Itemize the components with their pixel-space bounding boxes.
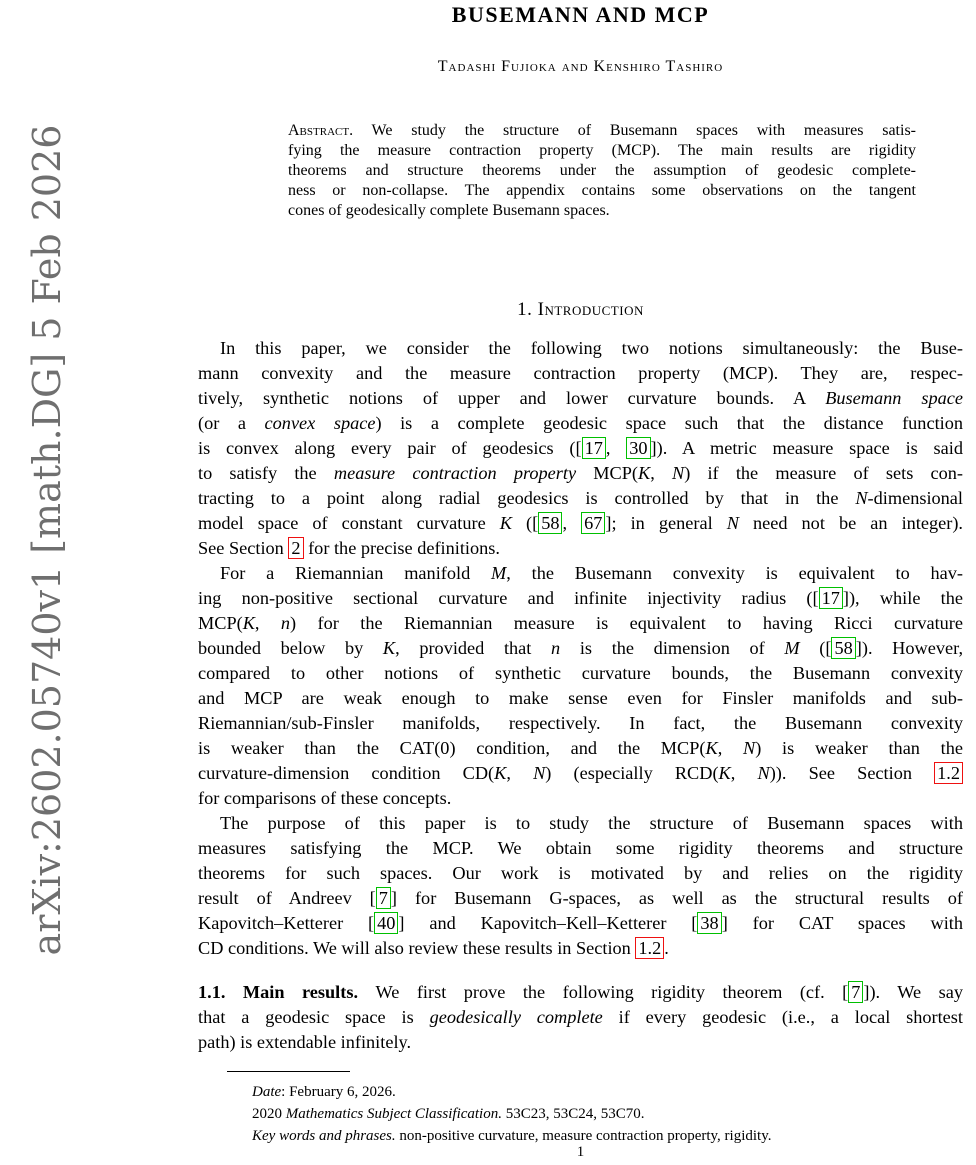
text-line xyxy=(198,736,963,761)
text-run: ness or non-collapse. The appendix contains some observations on the tangent xyxy=(288,182,916,199)
text-line xyxy=(252,1081,963,1103)
text-run: ([ xyxy=(511,513,539,533)
citation-link[interactable]: 7 xyxy=(376,887,391,909)
section-ref-link[interactable]: 1.2 xyxy=(635,937,664,959)
text-line xyxy=(198,636,963,661)
italic-text: K xyxy=(638,463,651,483)
italic-text: N xyxy=(743,738,756,758)
italic-text: K xyxy=(718,763,731,783)
text-run: ]). A metric measure space is said xyxy=(650,438,963,458)
text-line xyxy=(288,161,916,181)
text-line xyxy=(198,511,963,536)
text-run: See Section xyxy=(198,538,289,558)
text-line xyxy=(198,886,963,911)
text-line xyxy=(288,181,916,201)
text-line xyxy=(198,586,963,611)
italic-text: Key words and phrases. xyxy=(252,1128,396,1144)
paragraph-1 xyxy=(198,336,963,561)
italic-text: M xyxy=(491,563,507,583)
text-run: is weaker than the CAT(0) condition, and the MCP( xyxy=(198,738,706,758)
text-run: Kapovitch–Ketterer [ xyxy=(198,913,375,933)
arxiv-stamp: arXiv:2602.05740v1 [math.DG] 5 Feb 2026 xyxy=(25,124,69,956)
text-run: ] and Kapovitch–Kell–Ketterer [ xyxy=(398,913,698,933)
italic-text: Mathematics Subject Classification. xyxy=(285,1106,502,1122)
citation-link[interactable]: 40 xyxy=(374,912,398,934)
text-run: theorems and structure theorems under the assumption of geodesic complete- xyxy=(288,162,916,179)
text-run: to satisfy the xyxy=(198,463,334,483)
text-line xyxy=(288,201,916,221)
text-run: , xyxy=(562,513,582,533)
footnote-rule xyxy=(227,1071,350,1072)
text-run: , xyxy=(717,738,744,758)
paper-content xyxy=(198,0,963,1165)
paragraph-2 xyxy=(198,561,963,811)
italic-text: Date xyxy=(252,1084,282,1100)
citation-link[interactable]: 30 xyxy=(626,437,650,459)
text-run: . xyxy=(664,938,669,958)
paper-authors: Tadashi Fujioka and Kenshiro Tashiro xyxy=(437,58,724,75)
text-line xyxy=(198,336,963,361)
paper-title: BUSEMANN AND MCP xyxy=(451,2,710,27)
text-run: ) is a complete geodesic space such that the distance function xyxy=(375,413,963,433)
text-run: ]). We say xyxy=(863,982,963,1002)
text-run: measures satisfying the MCP. We obtain some rigidity theorems and structure xyxy=(198,838,963,858)
text-run: , xyxy=(730,763,758,783)
text-run: (or a xyxy=(198,413,265,433)
bold-text: 1.1. Main results. xyxy=(198,982,376,1002)
text-line xyxy=(288,121,916,141)
text-run: ] for CAT spaces with xyxy=(721,913,963,933)
text-line xyxy=(198,411,963,436)
text-run: -dimensional xyxy=(867,488,963,508)
text-line xyxy=(198,1030,963,1055)
text-run: ] for Busemann G-spaces, as well as the structural results of xyxy=(390,888,963,908)
italic-text: N xyxy=(855,488,868,508)
text-line xyxy=(198,836,963,861)
text-line xyxy=(198,686,963,711)
italic-text: n xyxy=(280,613,291,633)
text-run: mann convexity and the measure contraction property (MCP). They are, respec- xyxy=(198,363,963,383)
text-run: In this paper, we consider the following two notions simultaneously: the Buse- xyxy=(220,338,963,358)
text-line xyxy=(198,861,963,886)
text-run: non-positive curvature, measure contraction property, rigidity. xyxy=(395,1128,772,1144)
text-run: We study the structure of Busemann spaces with measures satis- xyxy=(353,122,916,139)
text-run: fying the measure contraction property (MCP). The main results are rigidity xyxy=(288,142,916,159)
text-run: curvature-dimension condition CD( xyxy=(198,763,495,783)
text-run: 53C23, 53C24, 53C70. xyxy=(501,1106,645,1122)
text-run: for comparisons of these concepts. xyxy=(198,788,452,808)
text-run: ]). However, xyxy=(855,638,963,658)
text-line xyxy=(198,1005,963,1030)
section-ref-link[interactable]: 1.2 xyxy=(934,762,963,784)
paragraph-3 xyxy=(198,811,963,961)
citation-link[interactable]: 58 xyxy=(831,637,855,659)
text-run: tively, synthetic notions of upper and lower curvature bounds. A xyxy=(198,388,826,408)
text-run: Riemannian/sub-Finsler manifolds, respectively. In fact, the Busemann convexity xyxy=(198,713,963,733)
text-line xyxy=(252,1103,963,1125)
text-line xyxy=(198,786,963,811)
text-run: model space of constant curvature xyxy=(198,513,500,533)
text-run: is convex along every pair of geodesics ([ xyxy=(198,438,582,458)
abstract xyxy=(288,121,916,221)
text-line xyxy=(198,661,963,686)
italic-text: n xyxy=(551,638,561,658)
text-run: that a geodesic space is xyxy=(198,1007,430,1027)
text-run: bounded below by xyxy=(198,638,383,658)
text-line xyxy=(198,461,963,486)
text-line xyxy=(198,436,963,461)
text-run: The purpose of this paper is to study the structure of Busemann spaces with xyxy=(220,813,963,833)
italic-text: measure contraction property xyxy=(333,463,577,483)
citation-link[interactable]: 38 xyxy=(697,912,721,934)
section-heading: 1. Introduction xyxy=(517,299,644,320)
text-line xyxy=(288,141,916,161)
text-run: ) if the measure of sets con- xyxy=(684,463,963,483)
paragraph-main-results xyxy=(198,980,963,1055)
italic-text: K xyxy=(382,638,396,658)
text-run: compared to other notions of synthetic curvature bounds, the Busemann convexity xyxy=(198,663,963,683)
text-run: cones of geodesically complete Busemann spaces. xyxy=(288,202,610,219)
text-run: , xyxy=(254,613,281,633)
page-number: 1 xyxy=(576,1144,585,1160)
text-run: tracting to a point along radial geodesics is controlled by that in the xyxy=(198,488,856,508)
text-line xyxy=(198,486,963,511)
citation-link[interactable]: 67 xyxy=(581,512,605,534)
text-run: We first prove the following rigidity theorem (cf. [ xyxy=(375,982,849,1002)
text-run: , xyxy=(650,463,672,483)
text-run: ) (especially RCD( xyxy=(545,763,719,783)
text-line xyxy=(198,711,963,736)
text-run: for the precise definitions. xyxy=(303,538,500,558)
text-line xyxy=(198,561,963,586)
text-line xyxy=(198,761,963,786)
italic-text: N xyxy=(533,763,546,783)
italic-text: K xyxy=(499,513,512,533)
italic-text: K xyxy=(242,613,255,633)
italic-text: convex space xyxy=(264,413,376,433)
text-run: , xyxy=(605,438,627,458)
text-line xyxy=(198,611,963,636)
text-run: ing non-positive sectional curvature and infinite injectivity radius ([ xyxy=(198,588,819,608)
text-run: 2020 xyxy=(252,1106,286,1122)
text-run: , xyxy=(506,763,534,783)
text-run: ]; in general xyxy=(605,513,727,533)
italic-text: Busemann space xyxy=(825,388,963,408)
text-run: theorems for such spaces. Our work is motivated by and relies on the rigidity xyxy=(198,863,963,883)
text-run: : February 6, 2026. xyxy=(281,1084,396,1100)
text-run: For a Riemannian manifold xyxy=(220,563,492,583)
italic-text: N xyxy=(671,463,685,483)
text-run: result of Andreev [ xyxy=(198,888,376,908)
text-run: )). See Section xyxy=(769,763,935,783)
text-line xyxy=(198,936,963,961)
italic-text: N xyxy=(757,763,770,783)
footnotes xyxy=(252,1081,963,1147)
text-run: if every geodesic (i.e., a local shortest xyxy=(602,1007,963,1027)
text-run: path) is extendable infinitely. xyxy=(198,1032,412,1052)
text-run: , provided that xyxy=(395,638,552,658)
text-run: CD conditions. We will also review these results in Section xyxy=(198,938,636,958)
text-run: ]), while the xyxy=(842,588,963,608)
text-run: need not be an integer). xyxy=(738,513,963,533)
text-line xyxy=(198,811,963,836)
text-line xyxy=(198,536,963,561)
text-line xyxy=(198,386,963,411)
text-run: ([ xyxy=(799,638,832,658)
citation-link[interactable]: 17 xyxy=(582,437,606,459)
text-run: MCP( xyxy=(576,463,638,483)
text-run: MCP( xyxy=(198,613,243,633)
text-line xyxy=(198,911,963,936)
smallcaps-text: Abstract. xyxy=(288,122,354,139)
text-run: is the dimension of xyxy=(560,638,785,658)
text-run: , the Busemann convexity is equivalent to hav- xyxy=(506,563,963,583)
italic-text: M xyxy=(784,638,800,658)
text-run: ) for the Riemannian measure is equivalent to having Ricci curvature xyxy=(290,613,963,633)
text-line xyxy=(198,980,963,1005)
text-run: ) is weaker than the xyxy=(755,738,963,758)
italic-text: K xyxy=(494,763,507,783)
italic-text: N xyxy=(726,513,739,533)
section-ref-link[interactable]: 2 xyxy=(288,537,303,559)
italic-text: geodesically complete xyxy=(429,1007,603,1027)
citation-link[interactable]: 17 xyxy=(819,587,843,609)
citation-link[interactable]: 58 xyxy=(538,512,562,534)
text-run: and MCP are weak enough to make sense even for Finsler manifolds and sub- xyxy=(198,688,963,708)
text-line xyxy=(198,361,963,386)
italic-text: K xyxy=(705,738,718,758)
citation-link[interactable]: 7 xyxy=(848,981,863,1003)
